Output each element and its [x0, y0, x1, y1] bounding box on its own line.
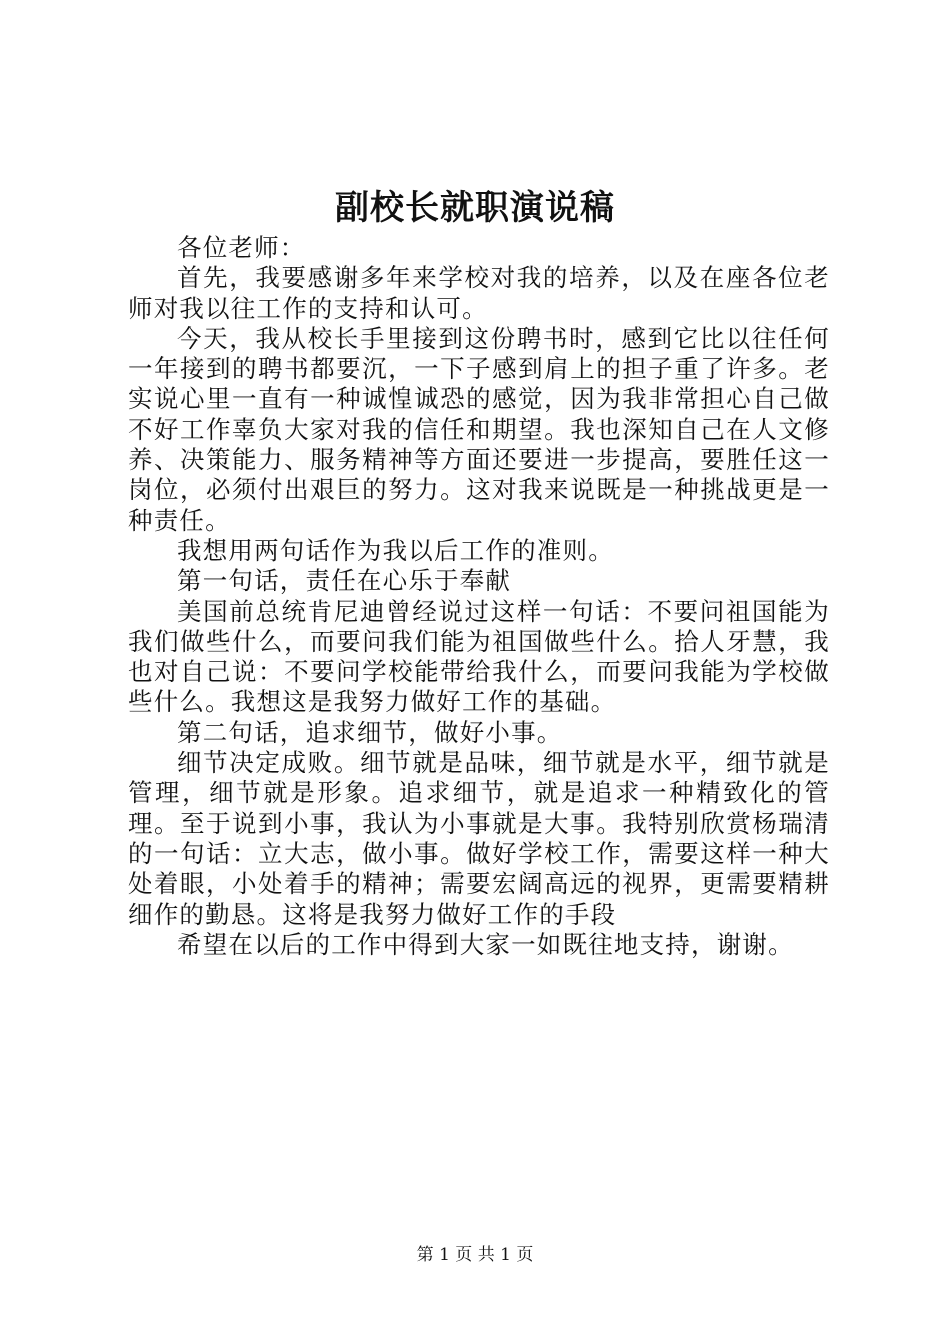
page-number-footer: 第 1 页 共 1 页 [416, 1245, 534, 1265]
paragraph-second-principle: 第二句话，追求细节，做好小事。 [177, 717, 563, 747]
paragraph-salutation: 各位老师： [177, 233, 306, 262]
document-title: 副校长就职演说稿 [335, 188, 615, 228]
paragraph-kennedy-quote: 美国前总统肯尼迪曾经说过这样一句话：不要问祖国能为我们做些什么，而要问我们能为祖国做些什么。拾人牙慧，我也对自己说：不要问学校能带给我什么，而要问我能为学校做些什么。我想这是我努力做好工作的基础。 [128, 596, 830, 717]
paragraph-principles-intro: 我想用两句话作为我以后工作的准则。 [177, 535, 614, 565]
paragraph-details: 细节决定成败。细节就是品味，细节就是水平，细节就是管理，细节就是形象。追求细节，就是追求一种精致化的管理。至于说到小事，我认为小事就是大事。我特别欣赏杨瑞清的一句话：立大志，做小事。做好学校工作，需要这样一种大处着眼，小处着手的精神；需要宏阔高远的视界，更需要精耕细作的勤恳。这将是我努力做好工作的手段 [128, 748, 830, 929]
paragraph-thanks: 首先，我要感谢多年来学校对我的培养，以及在座各位老师对我以往工作的支持和认可。 [128, 263, 830, 323]
paragraph-appointment: 今天，我从校长手里接到这份聘书时，感到它比以往任何一年接到的聘书都要沉，一下子感到肩上的担子重了许多。老实说心里一直有一种诚惶诚恐的感觉，因为我非常担心自己做不好工作辜负大家对我的信任和期望。我也深知自己在人文修养、决策能力、服务精神等方面还要进一步提高，要胜任这一岗位，必须付出艰巨的努力。这对我来说既是一种挑战更是一种责任。 [128, 323, 830, 535]
paragraph-closing: 希望在以后的工作中得到大家一如既往地支持，谢谢。 [177, 929, 794, 959]
document-body [128, 233, 830, 960]
paragraph-first-principle: 第一句话，责任在心乐于奉献 [177, 566, 512, 596]
